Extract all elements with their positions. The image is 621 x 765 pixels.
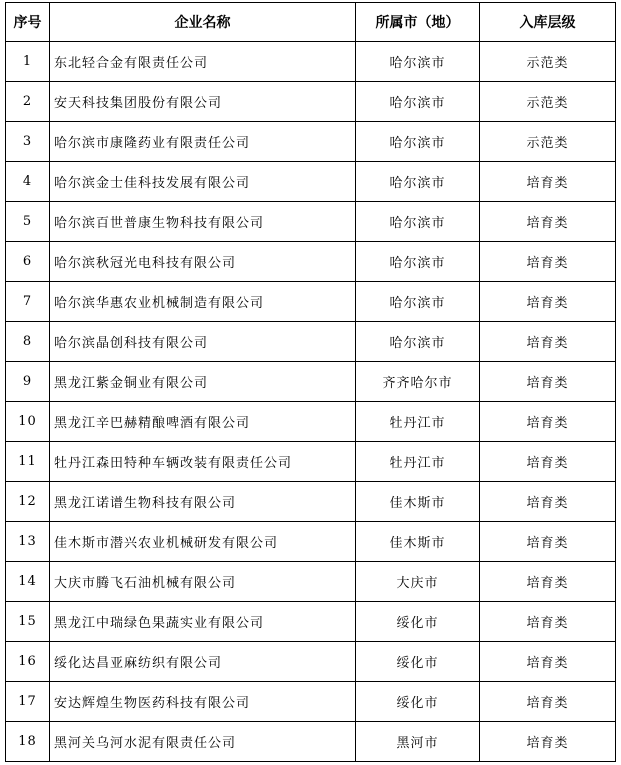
table-row [6, 682, 616, 722]
cell-city: 齐齐哈尔市 [356, 362, 480, 402]
cell-company: 哈尔滨华惠农业机械制造有限公司 [50, 282, 356, 322]
cell-index: 10 [6, 402, 50, 442]
cell-city: 哈尔滨市 [356, 42, 480, 82]
cell-company: 牡丹江森田特种车辆改装有限责任公司 [50, 442, 356, 482]
cell-company: 黑龙江紫金铜业有限公司 [50, 362, 356, 402]
header-level: 入库层级 [480, 3, 616, 42]
cell-level: 培育类 [480, 682, 616, 722]
cell-company: 黑河关乌河水泥有限责任公司 [50, 722, 356, 762]
cell-company: 安达辉煌生物医药科技有限公司 [50, 682, 356, 722]
header-index: 序号 [6, 3, 50, 42]
cell-company: 哈尔滨晶创科技有限公司 [50, 322, 356, 362]
cell-index: 11 [6, 442, 50, 482]
table-row [6, 82, 616, 122]
table-row [6, 562, 616, 602]
cell-city: 绥化市 [356, 642, 480, 682]
cell-city: 哈尔滨市 [356, 282, 480, 322]
cell-level: 培育类 [480, 402, 616, 442]
cell-company: 大庆市腾飞石油机械有限公司 [50, 562, 356, 602]
table-row [6, 522, 616, 562]
cell-index: 16 [6, 642, 50, 682]
table-row [6, 642, 616, 682]
cell-level: 培育类 [480, 642, 616, 682]
header-company: 企业名称 [50, 3, 356, 42]
cell-index: 1 [6, 42, 50, 82]
cell-city: 哈尔滨市 [356, 322, 480, 362]
cell-level: 培育类 [480, 362, 616, 402]
cell-city: 哈尔滨市 [356, 242, 480, 282]
cell-level: 培育类 [480, 562, 616, 602]
cell-index: 15 [6, 602, 50, 642]
cell-city: 佳木斯市 [356, 482, 480, 522]
cell-city: 牡丹江市 [356, 402, 480, 442]
header-city: 所属市（地） [356, 3, 480, 42]
cell-level: 培育类 [480, 722, 616, 762]
cell-city: 绥化市 [356, 682, 480, 722]
cell-city: 绥化市 [356, 602, 480, 642]
cell-level: 培育类 [480, 242, 616, 282]
cell-level: 示范类 [480, 122, 616, 162]
table-row [6, 42, 616, 82]
cell-level: 培育类 [480, 602, 616, 642]
cell-level: 示范类 [480, 82, 616, 122]
cell-index: 14 [6, 562, 50, 602]
cell-company: 哈尔滨百世普康生物科技有限公司 [50, 202, 356, 242]
cell-level: 培育类 [480, 522, 616, 562]
cell-company: 黑龙江诺谱生物科技有限公司 [50, 482, 356, 522]
cell-city: 大庆市 [356, 562, 480, 602]
cell-level: 培育类 [480, 202, 616, 242]
cell-company: 东北轻合金有限责任公司 [50, 42, 356, 82]
table-row [6, 602, 616, 642]
cell-city: 哈尔滨市 [356, 162, 480, 202]
cell-level: 示范类 [480, 42, 616, 82]
cell-company: 哈尔滨金士佳科技发展有限公司 [50, 162, 356, 202]
cell-level: 培育类 [480, 162, 616, 202]
cell-index: 18 [6, 722, 50, 762]
cell-index: 3 [6, 122, 50, 162]
cell-company: 绥化达昌亚麻纺织有限公司 [50, 642, 356, 682]
table-row [6, 282, 616, 322]
cell-level: 培育类 [480, 282, 616, 322]
cell-company: 哈尔滨市康隆药业有限责任公司 [50, 122, 356, 162]
cell-index: 6 [6, 242, 50, 282]
table-row [6, 362, 616, 402]
cell-city: 佳木斯市 [356, 522, 480, 562]
cell-company: 佳木斯市潜兴农业机械研发有限公司 [50, 522, 356, 562]
cell-level: 培育类 [480, 482, 616, 522]
table-row [6, 402, 616, 442]
cell-city: 哈尔滨市 [356, 82, 480, 122]
cell-city: 牡丹江市 [356, 442, 480, 482]
cell-index: 4 [6, 162, 50, 202]
cell-city: 哈尔滨市 [356, 122, 480, 162]
table-row [6, 122, 616, 162]
table-row [6, 202, 616, 242]
enterprise-table [5, 2, 616, 762]
cell-index: 17 [6, 682, 50, 722]
table-row [6, 242, 616, 282]
cell-company: 安天科技集团股份有限公司 [50, 82, 356, 122]
cell-company: 黑龙江辛巴赫精酿啤酒有限公司 [50, 402, 356, 442]
cell-company: 黑龙江中瑞绿色果蔬实业有限公司 [50, 602, 356, 642]
cell-index: 7 [6, 282, 50, 322]
cell-company: 哈尔滨秋冠光电科技有限公司 [50, 242, 356, 282]
table-row [6, 482, 616, 522]
cell-city: 黑河市 [356, 722, 480, 762]
cell-index: 13 [6, 522, 50, 562]
cell-city: 哈尔滨市 [356, 202, 480, 242]
table-row [6, 322, 616, 362]
cell-level: 培育类 [480, 442, 616, 482]
cell-level: 培育类 [480, 322, 616, 362]
cell-index: 2 [6, 82, 50, 122]
table-row [6, 162, 616, 202]
table-header-row [6, 3, 616, 42]
cell-index: 8 [6, 322, 50, 362]
cell-index: 5 [6, 202, 50, 242]
table-row [6, 722, 616, 762]
table-body [6, 42, 616, 762]
table-row [6, 442, 616, 482]
cell-index: 12 [6, 482, 50, 522]
cell-index: 9 [6, 362, 50, 402]
